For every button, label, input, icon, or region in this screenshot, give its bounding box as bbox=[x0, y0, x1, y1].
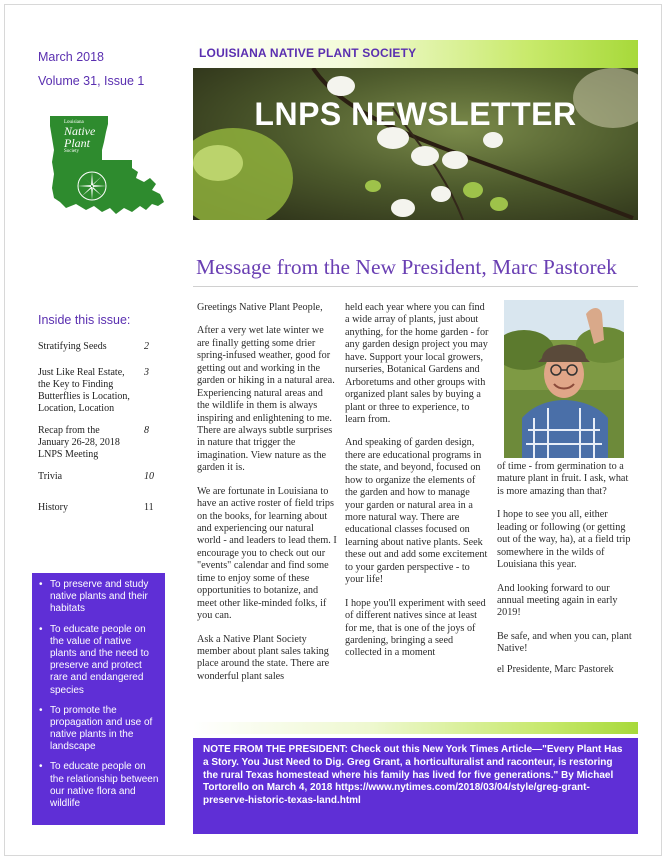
article-title: Message from the New President, Marc Pastorek bbox=[196, 255, 617, 279]
toc-item-title: Recap from the January 26-28, 2018 LNPS Meeting bbox=[38, 425, 120, 460]
article-paragraph: Be safe, and when you can, plant Native! bbox=[497, 630, 632, 655]
article-paragraph: I hope to see you all, either leading or following (or getting out of the way, ha), at a field trip somewhere in the wilds of Louisiana this year. bbox=[497, 509, 631, 571]
logo-text bbox=[64, 120, 104, 154]
toc-item-page: 11 bbox=[144, 502, 154, 513]
article-paragraph: And speaking of garden design, there are educational programs in the state, and beyond, focused on how to organize the elements of the garden and how to manage your garden or natural area in a more natural way. There are educational classes focused on learning about native plants. Seek these out and add some excitement to your garden perspective - to your life! bbox=[345, 437, 488, 586]
article-paragraph: Greetings Native Plant People, bbox=[197, 302, 323, 313]
article-column-2 bbox=[345, 302, 490, 671]
toc-item[interactable] bbox=[38, 367, 160, 415]
article-paragraph: held each year where you can find a wide array of plants, just about anything, for the home garden - for any garden design project you may have. Support your local growers, nurseries, Botanical Gardens and Arboretums and other groups with organized plant sales by buying a plant or three to experience, to learn from. bbox=[345, 302, 489, 425]
issue-volume: Volume 31, Issue 1 bbox=[38, 74, 145, 88]
toc-item[interactable] bbox=[38, 471, 160, 483]
mission-list bbox=[38, 579, 159, 810]
article-signature: el Presidente, Marc Pastorek bbox=[497, 663, 614, 675]
toc-item-title: Just Like Real Estate, the Key to Finding Butterflies is Location, Location, Location bbox=[38, 367, 130, 414]
org-name: LOUISIANA NATIVE PLANT SOCIETY bbox=[199, 46, 417, 60]
lnps-logo bbox=[46, 114, 168, 224]
toc-item-page: 3 bbox=[144, 367, 149, 378]
mission-box bbox=[32, 573, 165, 825]
org-name-bar bbox=[193, 40, 638, 68]
mission-item: • To preserve and study native plants and their habitats bbox=[38, 579, 159, 616]
president-note-box bbox=[193, 738, 638, 834]
newsletter-banner bbox=[193, 68, 638, 220]
toc-item-title: Stratifying Seeds bbox=[38, 341, 107, 352]
mission-item: • To educate people on the value of native plants and the need to preserve and protect rare and endangered species bbox=[38, 624, 159, 697]
mission-item: • To promote the propagation and use of native plants in the landscape bbox=[38, 705, 159, 754]
article-paragraph: I hope you'll experiment with seed of different natives since at least for me, that is one of the joys of gardening, bringing a seed collected in a moment bbox=[345, 597, 486, 659]
issue-date: March 2018 bbox=[38, 50, 105, 64]
logo-text-line: Society bbox=[64, 149, 79, 154]
toc-item[interactable] bbox=[38, 341, 160, 353]
toc-item-page: 2 bbox=[144, 341, 149, 352]
divider bbox=[193, 286, 638, 287]
article-paragraph: We are fortunate in Louisiana to have an active roster of field trips on the books, for learning about and experiencing our natural world - and leaders to lead them. I encourage you to check out our "events" calendar and find some time to enjoy some of these opportunities to botanize, and meet other like-minded folks, if you can. bbox=[197, 485, 337, 622]
president-photo bbox=[504, 300, 624, 458]
table-of-contents bbox=[38, 341, 160, 514]
inside-this-issue-heading: Inside this issue: bbox=[38, 313, 131, 327]
president-portrait-image bbox=[504, 300, 624, 458]
logo-text-line: Plant bbox=[64, 136, 90, 150]
newsletter-title: LNPS NEWSLETTER bbox=[254, 96, 577, 132]
mission-item: • To educate people on the relationship between our native flora and wildlife bbox=[38, 761, 159, 810]
logo-text-line: Louisiana bbox=[64, 120, 84, 125]
toc-item[interactable] bbox=[38, 425, 160, 461]
article-paragraph: Ask a Native Plant Society member about plant sales taking place around the state. There are wonderful plant sales bbox=[197, 633, 330, 682]
president-note-text[interactable]: NOTE FROM THE PRESIDENT: Check out this New York Times Article—"Every Plant Has a Story. You Just Need to Dig. Greg Grant, a horticulturalist and raconteur, is restoring the rural Texas homestead where his family has lived for five generations." By Michael Tortorello on March 4, 2018 https://www.nytimes.com/2018/03/04/style/greg-grant-preserve-historic-texas-land.html bbox=[203, 744, 623, 807]
article-column-3 bbox=[497, 461, 637, 687]
toc-item-title: History bbox=[38, 502, 68, 513]
article-column-1 bbox=[197, 302, 337, 694]
toc-item-page: 10 bbox=[144, 471, 154, 482]
toc-item-title: Trivia bbox=[38, 471, 63, 482]
article-paragraph: of time - from germination to a mature plant in fruit. I ask, what is more amazing than that? bbox=[497, 461, 629, 497]
article-paragraph: And looking forward to our annual meeting again in early 2019! bbox=[497, 582, 618, 619]
logo-text-line: Native bbox=[64, 124, 96, 138]
white-flowers-photo bbox=[193, 68, 638, 220]
article-paragraph: After a very wet late winter we are finally getting some drier spring-infused weather, good for getting out and working in the garden or hiking in a natural area. Experiencing natural areas and the wildlife in them is always inspiring and enlightening to me. There are always subtle surprises in nature that trigger the imagination. View nature as the garden it is. bbox=[197, 325, 335, 474]
toc-item[interactable] bbox=[38, 502, 160, 514]
toc-item-page: 8 bbox=[144, 425, 149, 436]
green-divider bbox=[193, 722, 638, 734]
